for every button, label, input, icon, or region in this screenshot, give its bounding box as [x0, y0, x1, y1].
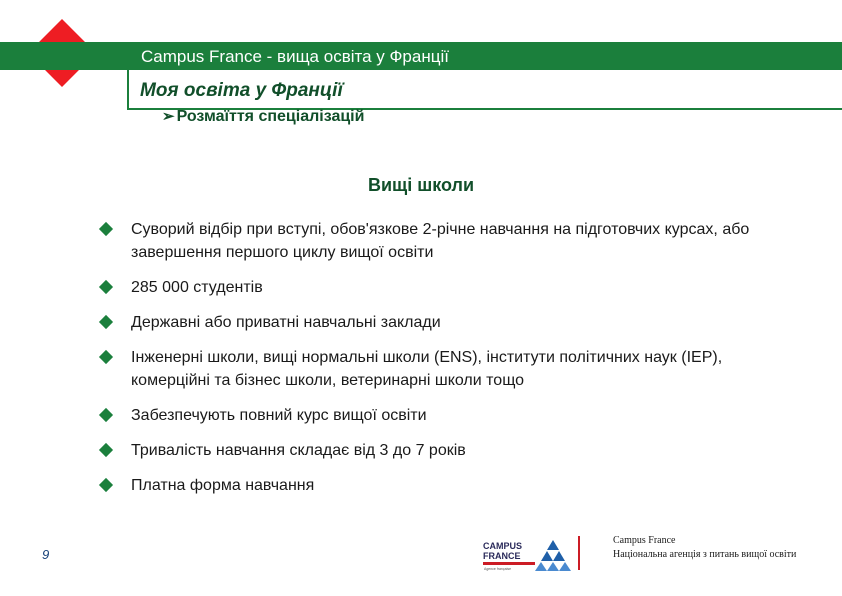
footer-org	[613, 534, 796, 562]
diamond-bullet-icon	[99, 222, 113, 236]
logo-tagline: Agence française	[484, 567, 512, 571]
list-item-text: Забезпечують повний курс вищої освіти	[131, 407, 427, 424]
list-item-text: 285 000 студентів	[131, 279, 263, 296]
page-subtitle: Моя освіта у Франції	[140, 80, 343, 101]
bullet-list	[98, 218, 798, 509]
header-title: Campus France - вища освіта у Франції	[141, 47, 449, 66]
list-item	[98, 311, 798, 334]
list-item	[98, 276, 798, 299]
logo-triangle-icon	[535, 540, 571, 571]
diamond-bullet-icon	[99, 315, 113, 329]
list-item	[98, 474, 798, 497]
diamond-bullet-icon	[99, 280, 113, 294]
list-item-text: Суворий відбір при вступі, обов'язкове 2-річне навчання на підготовчих курсах, або завершення першого циклу вищої освіти	[131, 221, 750, 261]
list-item-text: Державні або приватні навчальні заклади	[131, 314, 441, 331]
arrow-bullet-icon: ➢	[162, 108, 175, 125]
list-item	[98, 439, 798, 462]
footer-org-name: Campus France	[613, 535, 676, 546]
list-item	[98, 218, 798, 264]
slide-heading: Вищі школи	[367, 175, 475, 195]
footer-separator	[578, 536, 580, 570]
list-item-text: Тривалість навчання складає від 3 до 7 років	[131, 442, 466, 459]
diamond-bullet-icon	[99, 408, 113, 422]
diamond-bullet-icon	[99, 478, 113, 492]
campus-france-logo	[481, 536, 576, 572]
logo-underline	[483, 562, 535, 565]
list-item-text: Інженерні школи, вищі нормальні школи (ENS), інститути політичних наук (IEP), комерційні та бізнес школи, ветеринарні школи тощо	[131, 349, 723, 389]
logo-line2: FRANCE	[483, 551, 521, 561]
section-title	[162, 107, 364, 126]
footer-org-desc: Національна агенція з питань вищої освіти	[613, 549, 797, 560]
list-item	[98, 346, 798, 392]
header-vertical-rule	[127, 46, 129, 110]
diamond-bullet-icon	[99, 350, 113, 364]
logo-line1: CAMPUS	[483, 541, 523, 551]
page-number: 9	[42, 547, 50, 562]
diamond-bullet-icon	[99, 443, 113, 457]
list-item	[98, 404, 798, 427]
section-title-text: Розмаїття спеціалізацій	[176, 108, 365, 125]
list-item-text: Платна форма навчання	[131, 477, 315, 494]
